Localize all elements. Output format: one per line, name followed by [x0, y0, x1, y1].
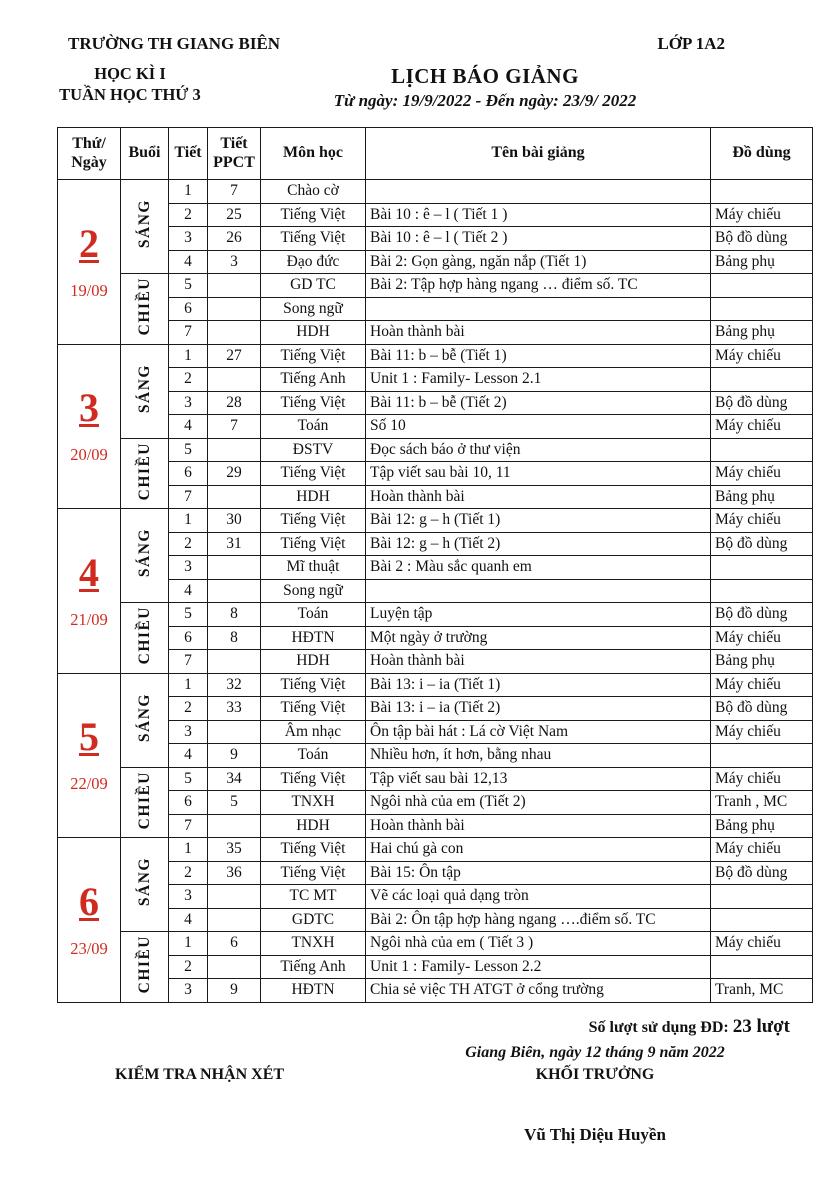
day-number: 2	[79, 220, 99, 266]
schedule-row	[58, 861, 813, 885]
equipment-cell: Máy chiếu	[711, 203, 813, 227]
schedule-row	[58, 203, 813, 227]
period-cell: 2	[169, 861, 208, 885]
lesson-cell: Bài 13: i – ia (Tiết 2)	[366, 697, 711, 721]
session-cell	[121, 767, 169, 838]
session-label: CHIỀU	[135, 606, 153, 665]
lesson-cell	[366, 180, 711, 204]
subject-cell: Tiếng Việt	[261, 509, 366, 533]
period-cell: 7	[169, 650, 208, 674]
equipment-cell	[711, 744, 813, 768]
period-cell: 2	[169, 532, 208, 556]
ppct-cell: 33	[208, 697, 261, 721]
document-footer	[0, 1003, 840, 1193]
equipment-cell: Bộ đồ dùng	[711, 391, 813, 415]
ppct-cell	[208, 297, 261, 321]
signature-name: Vũ Thị Diệu Huyền	[524, 1124, 666, 1144]
period-cell: 1	[169, 509, 208, 533]
schedule-row	[58, 438, 813, 462]
day-date: 22/09	[70, 774, 108, 794]
ppct-cell: 36	[208, 861, 261, 885]
ppct-cell	[208, 908, 261, 932]
lesson-cell: Hai chú gà con	[366, 838, 711, 862]
ppct-cell	[208, 955, 261, 979]
session-label: CHIỀU	[135, 935, 153, 994]
equipment-cell: Máy chiếu	[711, 509, 813, 533]
subject-cell: Chào cờ	[261, 180, 366, 204]
lesson-cell: Ngôi nhà của em (Tiết 2)	[366, 791, 711, 815]
lesson-cell: Tập viết sau bài 10, 11	[366, 462, 711, 486]
period-cell: 5	[169, 274, 208, 298]
schedule-row	[58, 391, 813, 415]
day-cell	[58, 509, 121, 674]
lesson-cell: Ôn tập bài hát : Lá cờ Việt Nam	[366, 720, 711, 744]
lesson-cell: Đọc sách báo ở thư viện	[366, 438, 711, 462]
equipment-cell: Bộ đồ dùng	[711, 227, 813, 251]
session-cell	[121, 838, 169, 932]
period-cell: 2	[169, 368, 208, 392]
equipment-cell	[711, 955, 813, 979]
ppct-cell: 30	[208, 509, 261, 533]
equipment-cell	[711, 368, 813, 392]
equipment-cell: Tranh , MC	[711, 791, 813, 815]
lesson-cell: Unit 1 : Family- Lesson 2.1	[366, 368, 711, 392]
equipment-cell	[711, 885, 813, 909]
subject-cell: TC MT	[261, 885, 366, 909]
equipment-usage-line	[589, 1016, 790, 1038]
equipment-cell	[711, 180, 813, 204]
subject-cell: GD TC	[261, 274, 366, 298]
document-title: LỊCH BÁO GIẢNG	[391, 64, 579, 88]
subject-cell: Âm nhạc	[261, 720, 366, 744]
period-cell: 7	[169, 485, 208, 509]
ppct-cell: 35	[208, 838, 261, 862]
subject-cell: Tiếng Việt	[261, 344, 366, 368]
column-header-subject: Môn học	[261, 128, 366, 180]
semester-label: HỌC KÌ I	[94, 64, 166, 83]
ppct-cell	[208, 650, 261, 674]
period-cell: 1	[169, 838, 208, 862]
period-cell: 6	[169, 791, 208, 815]
ppct-cell: 9	[208, 979, 261, 1003]
equipment-cell: Máy chiếu	[711, 720, 813, 744]
period-cell: 7	[169, 814, 208, 838]
ppct-cell: 25	[208, 203, 261, 227]
schedule-row	[58, 814, 813, 838]
lesson-cell: Hoàn thành bài	[366, 321, 711, 345]
lesson-cell: Luyện tập	[366, 603, 711, 627]
day-cell	[58, 838, 121, 1003]
lesson-cell: Bài 2: Gọn gàng, ngăn nắp (Tiết 1)	[366, 250, 711, 274]
lesson-cell	[366, 579, 711, 603]
ppct-cell: 26	[208, 227, 261, 251]
equipment-cell: Bộ đồ dùng	[711, 603, 813, 627]
subject-cell: Tiếng Việt	[261, 767, 366, 791]
schedule-row	[58, 250, 813, 274]
subject-cell: Tiếng Việt	[261, 203, 366, 227]
session-cell	[121, 509, 169, 603]
schedule-row	[58, 297, 813, 321]
session-cell	[121, 932, 169, 1003]
lesson-cell: Vẽ các loại quả dạng tròn	[366, 885, 711, 909]
day-number: 3	[79, 385, 99, 431]
schedule-row	[58, 767, 813, 791]
ppct-cell: 32	[208, 673, 261, 697]
lesson-cell: Bài 12: g – h (Tiết 2)	[366, 532, 711, 556]
subject-cell: Song ngữ	[261, 579, 366, 603]
schedule-row	[58, 227, 813, 251]
schedule-row	[58, 697, 813, 721]
period-cell: 3	[169, 391, 208, 415]
schedule-row	[58, 509, 813, 533]
period-cell: 6	[169, 462, 208, 486]
period-cell: 6	[169, 297, 208, 321]
period-cell: 3	[169, 227, 208, 251]
session-label: SÁNG	[135, 363, 153, 414]
usage-value: 23 lượt	[732, 1015, 790, 1037]
schedule-body	[58, 180, 813, 1003]
lesson-cell: Bài 10 : ê – l ( Tiết 2 )	[366, 227, 711, 251]
ppct-cell	[208, 556, 261, 580]
schedule-row	[58, 720, 813, 744]
schedule-row	[58, 485, 813, 509]
subject-cell: Tiếng Việt	[261, 532, 366, 556]
lesson-cell: Bài 2 : Màu sắc quanh em	[366, 556, 711, 580]
day-date: 19/09	[70, 280, 108, 300]
period-cell: 1	[169, 180, 208, 204]
header-row	[58, 128, 813, 180]
session-cell	[121, 274, 169, 345]
period-cell: 1	[169, 344, 208, 368]
lesson-cell: Nhiều hơn, ít hơn, bằng nhau	[366, 744, 711, 768]
schedule-row	[58, 932, 813, 956]
day-date: 21/09	[70, 609, 108, 629]
period-cell: 4	[169, 908, 208, 932]
period-cell: 2	[169, 203, 208, 227]
day-cell	[58, 180, 121, 345]
equipment-cell: Bảng phụ	[711, 650, 813, 674]
equipment-cell: Bảng phụ	[711, 814, 813, 838]
ppct-cell	[208, 885, 261, 909]
ppct-cell	[208, 274, 261, 298]
equipment-cell: Máy chiếu	[711, 767, 813, 791]
equipment-cell: Bộ đồ dùng	[711, 861, 813, 885]
ppct-cell	[208, 485, 261, 509]
schedule-row	[58, 532, 813, 556]
ppct-cell: 34	[208, 767, 261, 791]
ppct-cell: 9	[208, 744, 261, 768]
schedule-row	[58, 791, 813, 815]
lesson-cell: Bài 10 : ê – l ( Tiết 1 )	[366, 203, 711, 227]
ppct-cell	[208, 814, 261, 838]
schedule-row	[58, 908, 813, 932]
lesson-cell: Một ngày ở trường	[366, 626, 711, 650]
equipment-cell	[711, 438, 813, 462]
column-header-lesson: Tên bài giảng	[366, 128, 711, 180]
subject-cell: Đạo đức	[261, 250, 366, 274]
session-label: CHIỀU	[135, 441, 153, 500]
ppct-cell: 29	[208, 462, 261, 486]
ppct-cell: 28	[208, 391, 261, 415]
equipment-cell: Máy chiếu	[711, 673, 813, 697]
ppct-cell: 8	[208, 603, 261, 627]
column-header-ppct: Tiết PPCT	[208, 128, 261, 180]
place-date-line: Giang Biên, ngày 12 tháng 9 năm 2022	[465, 1043, 725, 1061]
equipment-cell	[711, 579, 813, 603]
column-header-session: Buổi	[121, 128, 169, 180]
session-label: SÁNG	[135, 857, 153, 907]
session-label: CHIỀU	[135, 277, 153, 336]
equipment-cell: Bảng phụ	[711, 250, 813, 274]
session-cell	[121, 438, 169, 509]
lesson-cell: Ngôi nhà của em ( Tiết 3 )	[366, 932, 711, 956]
subject-cell: ĐSTV	[261, 438, 366, 462]
lesson-cell: Bài 13: i – ia (Tiết 1)	[366, 673, 711, 697]
column-header-equipment: Đồ dùng	[711, 128, 813, 180]
subject-cell: Song ngữ	[261, 297, 366, 321]
lesson-cell: Bài 15: Ôn tập	[366, 861, 711, 885]
group-leader-label: KHỐI TRƯỞNG	[535, 1065, 655, 1083]
period-cell: 1	[169, 932, 208, 956]
period-cell: 2	[169, 955, 208, 979]
period-cell: 7	[169, 321, 208, 345]
class-name: LỚP 1A2	[657, 34, 725, 53]
schedule-row	[58, 955, 813, 979]
session-cell	[121, 344, 169, 438]
session-cell	[121, 603, 169, 674]
session-cell	[121, 673, 169, 767]
equipment-cell: Bảng phụ	[711, 321, 813, 345]
ppct-cell: 7	[208, 415, 261, 439]
schedule-row	[58, 180, 813, 204]
period-cell: 2	[169, 697, 208, 721]
lesson-cell: Số 10	[366, 415, 711, 439]
lesson-cell: Hoàn thành bài	[366, 485, 711, 509]
subject-cell: Tiếng Anh	[261, 368, 366, 392]
subject-cell: Tiếng Việt	[261, 462, 366, 486]
day-cell	[58, 344, 121, 509]
equipment-cell: Bảng phụ	[711, 485, 813, 509]
equipment-cell: Máy chiếu	[711, 344, 813, 368]
schedule-row	[58, 885, 813, 909]
ppct-cell	[208, 579, 261, 603]
day-cell	[58, 673, 121, 838]
subject-cell: Tiếng Việt	[261, 673, 366, 697]
period-cell: 3	[169, 556, 208, 580]
subject-cell: TNXH	[261, 932, 366, 956]
schedule-row	[58, 744, 813, 768]
lesson-cell: Bài 12: g – h (Tiết 1)	[366, 509, 711, 533]
usage-label: Số lượt sử dụng ĐD:	[588, 1018, 733, 1036]
subject-cell: HDH	[261, 650, 366, 674]
schedule-row	[58, 368, 813, 392]
subject-cell: Toán	[261, 603, 366, 627]
equipment-cell	[711, 297, 813, 321]
schedule-row	[58, 321, 813, 345]
school-name: TRƯỜNG TH GIANG BIÊN	[68, 34, 281, 53]
ppct-cell: 3	[208, 250, 261, 274]
day-date: 20/09	[70, 445, 108, 465]
period-cell: 4	[169, 744, 208, 768]
lesson-cell: Bài 2: Tập hợp hàng ngang … điểm số. TC	[366, 274, 711, 298]
period-cell: 5	[169, 767, 208, 791]
equipment-cell: Bộ đồ dùng	[711, 697, 813, 721]
schedule-row	[58, 462, 813, 486]
period-cell: 5	[169, 438, 208, 462]
schedule-row	[58, 579, 813, 603]
subject-cell: Tiếng Việt	[261, 838, 366, 862]
ppct-cell: 7	[208, 180, 261, 204]
equipment-cell: Máy chiếu	[711, 626, 813, 650]
subject-cell: HDH	[261, 814, 366, 838]
day-number: 5	[79, 714, 99, 760]
equipment-cell: Bộ đồ dùng	[711, 532, 813, 556]
day-number: 6	[79, 878, 99, 924]
schedule-row	[58, 603, 813, 627]
ppct-cell	[208, 438, 261, 462]
lesson-cell: Hoàn thành bài	[366, 814, 711, 838]
session-label: SÁNG	[135, 528, 153, 578]
schedule-row	[58, 415, 813, 439]
equipment-cell	[711, 556, 813, 580]
lesson-cell	[366, 297, 711, 321]
subject-cell: GDTC	[261, 908, 366, 932]
equipment-cell: Máy chiếu	[711, 462, 813, 486]
schedule-row	[58, 979, 813, 1003]
subject-cell: Tiếng Anh	[261, 955, 366, 979]
column-header-period: Tiết	[169, 128, 208, 180]
period-cell: 1	[169, 673, 208, 697]
ppct-cell: 5	[208, 791, 261, 815]
period-cell: 4	[169, 250, 208, 274]
session-label: CHIỀU	[135, 770, 153, 829]
day-date: 23/09	[70, 938, 108, 958]
schedule-table	[57, 127, 813, 1003]
ppct-cell	[208, 720, 261, 744]
subject-cell: TNXH	[261, 791, 366, 815]
subject-cell: Tiếng Việt	[261, 861, 366, 885]
ppct-cell	[208, 321, 261, 345]
lesson-cell: Chia sẻ việc TH ATGT ở cổng trường	[366, 979, 711, 1003]
equipment-cell	[711, 908, 813, 932]
document-header	[0, 0, 840, 111]
column-header-day: Thứ/ Ngày	[58, 128, 121, 180]
ppct-cell: 8	[208, 626, 261, 650]
date-range: Từ ngày: 19/9/2022 - Đến ngày: 23/9/ 2022	[333, 91, 637, 110]
session-cell	[121, 180, 169, 274]
ppct-cell	[208, 368, 261, 392]
schedule-row	[58, 626, 813, 650]
schedule-row	[58, 274, 813, 298]
ppct-cell: 27	[208, 344, 261, 368]
subject-cell: Tiếng Việt	[261, 697, 366, 721]
ppct-cell: 31	[208, 532, 261, 556]
schedule-row	[58, 650, 813, 674]
period-cell: 3	[169, 885, 208, 909]
period-cell: 4	[169, 415, 208, 439]
subject-cell: HĐTN	[261, 979, 366, 1003]
equipment-cell: Máy chiếu	[711, 415, 813, 439]
period-cell: 3	[169, 979, 208, 1003]
subject-cell: HĐTN	[261, 626, 366, 650]
subject-cell: Mĩ thuật	[261, 556, 366, 580]
lesson-cell: Tập viết sau bài 12,13	[366, 767, 711, 791]
subject-cell: HDH	[261, 485, 366, 509]
schedule-row	[58, 556, 813, 580]
schedule-row	[58, 838, 813, 862]
schedule-row	[58, 344, 813, 368]
period-cell: 3	[169, 720, 208, 744]
equipment-cell: Tranh, MC	[711, 979, 813, 1003]
ppct-cell: 6	[208, 932, 261, 956]
period-cell: 4	[169, 579, 208, 603]
lesson-cell: Hoàn thành bài	[366, 650, 711, 674]
semester-week-block	[0, 64, 260, 111]
equipment-cell: Máy chiếu	[711, 932, 813, 956]
week-label: TUẦN HỌC THỨ 3	[59, 84, 201, 104]
lesson-cell: Bài 2: Ôn tập hợp hàng ngang ….điểm số. TC	[366, 908, 711, 932]
lesson-cell: Bài 11: b – bễ (Tiết 1)	[366, 344, 711, 368]
subject-cell: Tiếng Việt	[261, 227, 366, 251]
subject-cell: Toán	[261, 744, 366, 768]
subject-cell: HDH	[261, 321, 366, 345]
schedule-row	[58, 673, 813, 697]
equipment-cell	[711, 274, 813, 298]
equipment-cell: Máy chiếu	[711, 838, 813, 862]
session-label: SÁNG	[135, 199, 153, 249]
period-cell: 6	[169, 626, 208, 650]
subject-cell: Toán	[261, 415, 366, 439]
subject-cell: Tiếng Việt	[261, 391, 366, 415]
lesson-cell: Unit 1 : Family- Lesson 2.2	[366, 955, 711, 979]
day-number: 4	[79, 549, 99, 595]
period-cell: 5	[169, 603, 208, 627]
inspection-label: KIỂM TRA NHẬN XÉT	[115, 1065, 285, 1083]
lesson-cell: Bài 11: b – bễ (Tiết 2)	[366, 391, 711, 415]
session-label: SÁNG	[135, 692, 153, 743]
